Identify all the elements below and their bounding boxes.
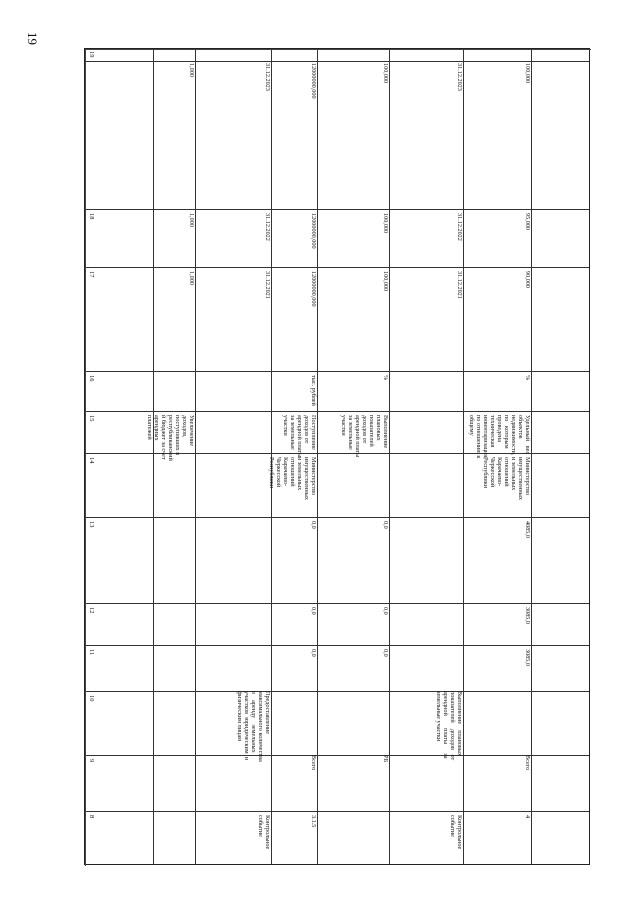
header-col-13: 13 <box>88 521 95 528</box>
cell-e-c3: Выполнение плановых показателей доходов от арендной платы за земельные участки <box>435 691 463 761</box>
header-col-8: 8 <box>88 815 95 819</box>
row-divider <box>85 209 589 210</box>
cell-d-c19: 100,000 <box>382 63 389 84</box>
cell-f-c16: % <box>524 375 531 381</box>
cell-f-c14: Министерство имущественных и земельных отношений Карачаево- Черкесской Республики <box>482 457 531 500</box>
cell-f-c18: 95,000 <box>524 213 531 231</box>
cell-f-c17: 90,000 <box>524 271 531 289</box>
row-divider <box>85 517 589 518</box>
cell-c-c15: Поступление доходов от арендной платы за земельные участки <box>282 415 317 458</box>
cell-f-c13: 4085,0 <box>524 521 531 539</box>
header-col-16: 16 <box>88 375 95 382</box>
header-col-15: 15 <box>88 415 95 422</box>
row-divider <box>85 691 589 692</box>
cell-d-c11: 0,0 <box>382 649 389 657</box>
row-divider <box>85 61 589 62</box>
cell-f-c12: 3085,0 <box>524 607 531 625</box>
cell-c-c5: Всего <box>310 755 317 771</box>
header-col-11: 11 <box>88 649 95 656</box>
col-divider <box>389 49 390 864</box>
cell-e-c18: 31.12.2022 <box>456 213 463 241</box>
row-divider <box>85 603 589 604</box>
cell-c-c13: 0,0 <box>310 521 317 529</box>
col-divider <box>463 49 464 864</box>
cell-a-c15: Увеличение доходов, поступивших в республиканский й бюджет за счет арендных платежей <box>146 415 195 461</box>
cell-c-c12: 0,0 <box>310 607 317 615</box>
page-number: 19 <box>25 32 40 45</box>
cell-d-c12: 0,0 <box>382 607 389 615</box>
row-divider <box>85 755 589 756</box>
cell-c-c14: Министерство имущественных и земельных отношений Карачаево- Черкесской Республики <box>268 457 317 500</box>
col-divider <box>531 49 532 864</box>
cell-e-c17: 31.12.2021 <box>456 271 463 299</box>
cell-d-c17: 100,000 <box>382 271 389 292</box>
cell-a-c17: 1,000 <box>188 271 195 285</box>
header-col-9: 9 <box>88 759 95 763</box>
cell-b-c19: 31.12.2023 <box>264 63 271 91</box>
cell-c-c17: 12000000,000 <box>310 271 317 307</box>
document-table <box>84 48 590 865</box>
cell-c-c18: 12000000,000 <box>310 213 317 249</box>
cell-e-c2: Контрольное событие <box>449 815 463 850</box>
cell-e-c19: 31.12.2023 <box>456 63 463 91</box>
cell-a-c3: Предоставление максимального количества в аренду земельных участков юридическим и физическим лицам <box>236 691 271 762</box>
cell-d-c15: Выполнение плановых показателей доходов от арендной платы за земельные участки <box>340 415 389 458</box>
cell-b-c18: 31.12.2022 <box>264 213 271 241</box>
cell-d-c13: 0,0 <box>382 521 389 529</box>
row-divider <box>85 267 589 268</box>
row-divider <box>85 811 589 812</box>
cell-f-c15: Удельный вес объектов недвижимости, по которым проведена техническая инвентаризация, по отношению к общему <box>468 415 531 459</box>
row-divider <box>85 411 589 412</box>
cell-f-c11: 3085,0 <box>524 649 531 667</box>
header-col-14: 14 <box>88 457 95 464</box>
cell-c-c19: 12000000,000 <box>310 63 317 99</box>
cell-d-c16: % <box>382 375 389 381</box>
cell-f-c5: Всего <box>524 755 531 771</box>
header-col-17: 17 <box>88 271 95 278</box>
cell-a-c18: 1,000 <box>188 213 195 227</box>
col-divider <box>195 49 196 864</box>
row-divider <box>85 371 589 372</box>
cell-a-c19: 1,000 <box>188 63 195 77</box>
header-col-10: 10 <box>88 695 95 702</box>
cell-c-c11: 0,0 <box>310 649 317 657</box>
cell-d-c18: 100,000 <box>382 213 389 234</box>
row-divider <box>85 645 589 646</box>
cell-d-c5: РБ <box>382 755 389 762</box>
cell-b-c17: 31.12.2021 <box>264 271 271 299</box>
header-col-18: 18 <box>88 213 95 220</box>
header-col-12: 12 <box>88 607 95 614</box>
cell-b-c2: Контрольное событие <box>257 815 271 850</box>
header-col-19: 19 <box>88 51 95 58</box>
cell-f-c1: 4 <box>524 815 531 819</box>
cell-c-c1: 3.1.5 <box>310 815 317 828</box>
col-divider <box>317 49 318 864</box>
cell-f-c19: 100,000 <box>524 63 531 84</box>
cell-c-c16: тыс. рублей <box>310 375 317 406</box>
